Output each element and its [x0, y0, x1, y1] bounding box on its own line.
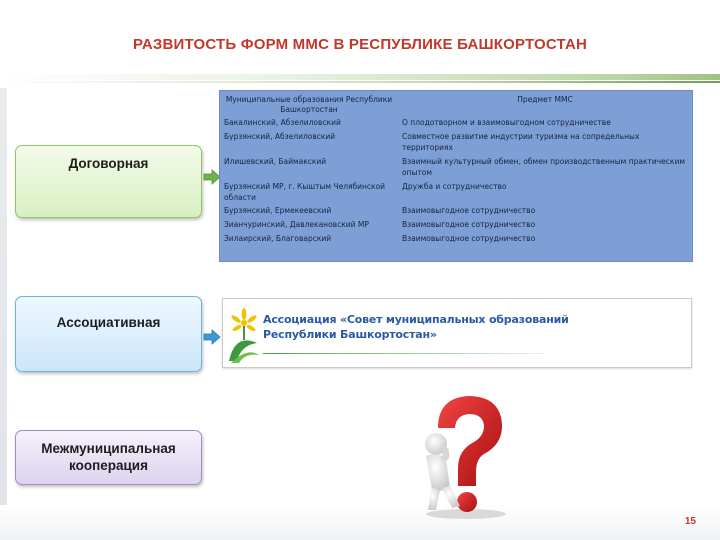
side-decoration-strip	[0, 88, 7, 540]
table-cell-municipalities: Зианчуринский, Давлекановский МР	[224, 220, 369, 230]
table-cell-subject: Взаимовыгодное сотрудничество	[402, 234, 536, 244]
table-cell-municipalities: Бурзянский МР, г. Кыштым Челябинской области	[224, 181, 386, 202]
table-cell-subject: Совместное развитие индустрии туризма на сопредельных территориях	[402, 132, 640, 152]
association-name-line1: Ассоциация «Совет муниципальных образований	[263, 313, 569, 326]
table-cell-municipalities: Бурзянский, Ермекеевский	[224, 206, 332, 216]
bashkortostan-flower-icon	[227, 303, 261, 365]
category-contractual-label: Договорная	[68, 156, 149, 171]
association-name	[263, 313, 569, 343]
table-row	[220, 118, 692, 132]
table-row	[220, 220, 692, 234]
title-divider-line	[0, 81, 720, 83]
bottom-band	[0, 505, 720, 540]
association-name-line2: Республики Башкортостан»	[263, 327, 437, 341]
table-cell-municipalities: Илишевский, Баймакский	[224, 156, 327, 166]
slide-title: РАЗВИТОСТЬ ФОРМ ММС В РЕСПУБЛИКЕ БАШКОРТОСТАН	[132, 36, 588, 53]
table-row	[220, 234, 692, 248]
person-with-question-mark-icon	[408, 392, 518, 520]
table-row	[220, 132, 692, 157]
mms-agreements-table	[219, 90, 693, 262]
table-cell-subject: Взаимный культурный обмен, обмен производственным практическим опытом	[402, 156, 685, 177]
table-row	[220, 206, 692, 220]
title-divider	[0, 74, 720, 80]
table-cell-subject: Дружба и сотрудничество	[402, 181, 507, 191]
category-associative-label: Ассоциативная	[56, 315, 161, 330]
association-underline	[263, 353, 543, 354]
table-cell-subject: Взаимовыгодное сотрудничество	[402, 220, 536, 230]
category-intermunicipal	[15, 430, 202, 485]
association-banner	[222, 298, 692, 368]
table-header-subject: Предмет ММС	[517, 95, 573, 104]
page-number: 15	[684, 516, 696, 527]
table-cell-municipalities: Зилаирский, Благоварский	[224, 234, 332, 244]
table-header-row	[220, 91, 692, 118]
table-header-municipalities: Муниципальные образования Республики Башкортостан	[225, 95, 393, 115]
table-row	[220, 182, 692, 207]
table-row	[220, 157, 692, 182]
right-arrow-icon	[203, 328, 221, 346]
table-cell-subject: Взаимовыгодное сотрудничество	[402, 206, 536, 216]
table-cell-municipalities: Бурзянский, Абзелиловский	[224, 132, 336, 142]
table-cell-subject: О плодотворном и взаимовыгодном сотрудничестве	[402, 118, 611, 128]
table-cell-municipalities: Бакалинский, Абзелиловский	[224, 118, 341, 128]
category-associative	[15, 296, 202, 372]
category-contractual	[15, 145, 202, 218]
category-intermunicipal-label: Межмуниципальная кооперация	[41, 441, 176, 473]
